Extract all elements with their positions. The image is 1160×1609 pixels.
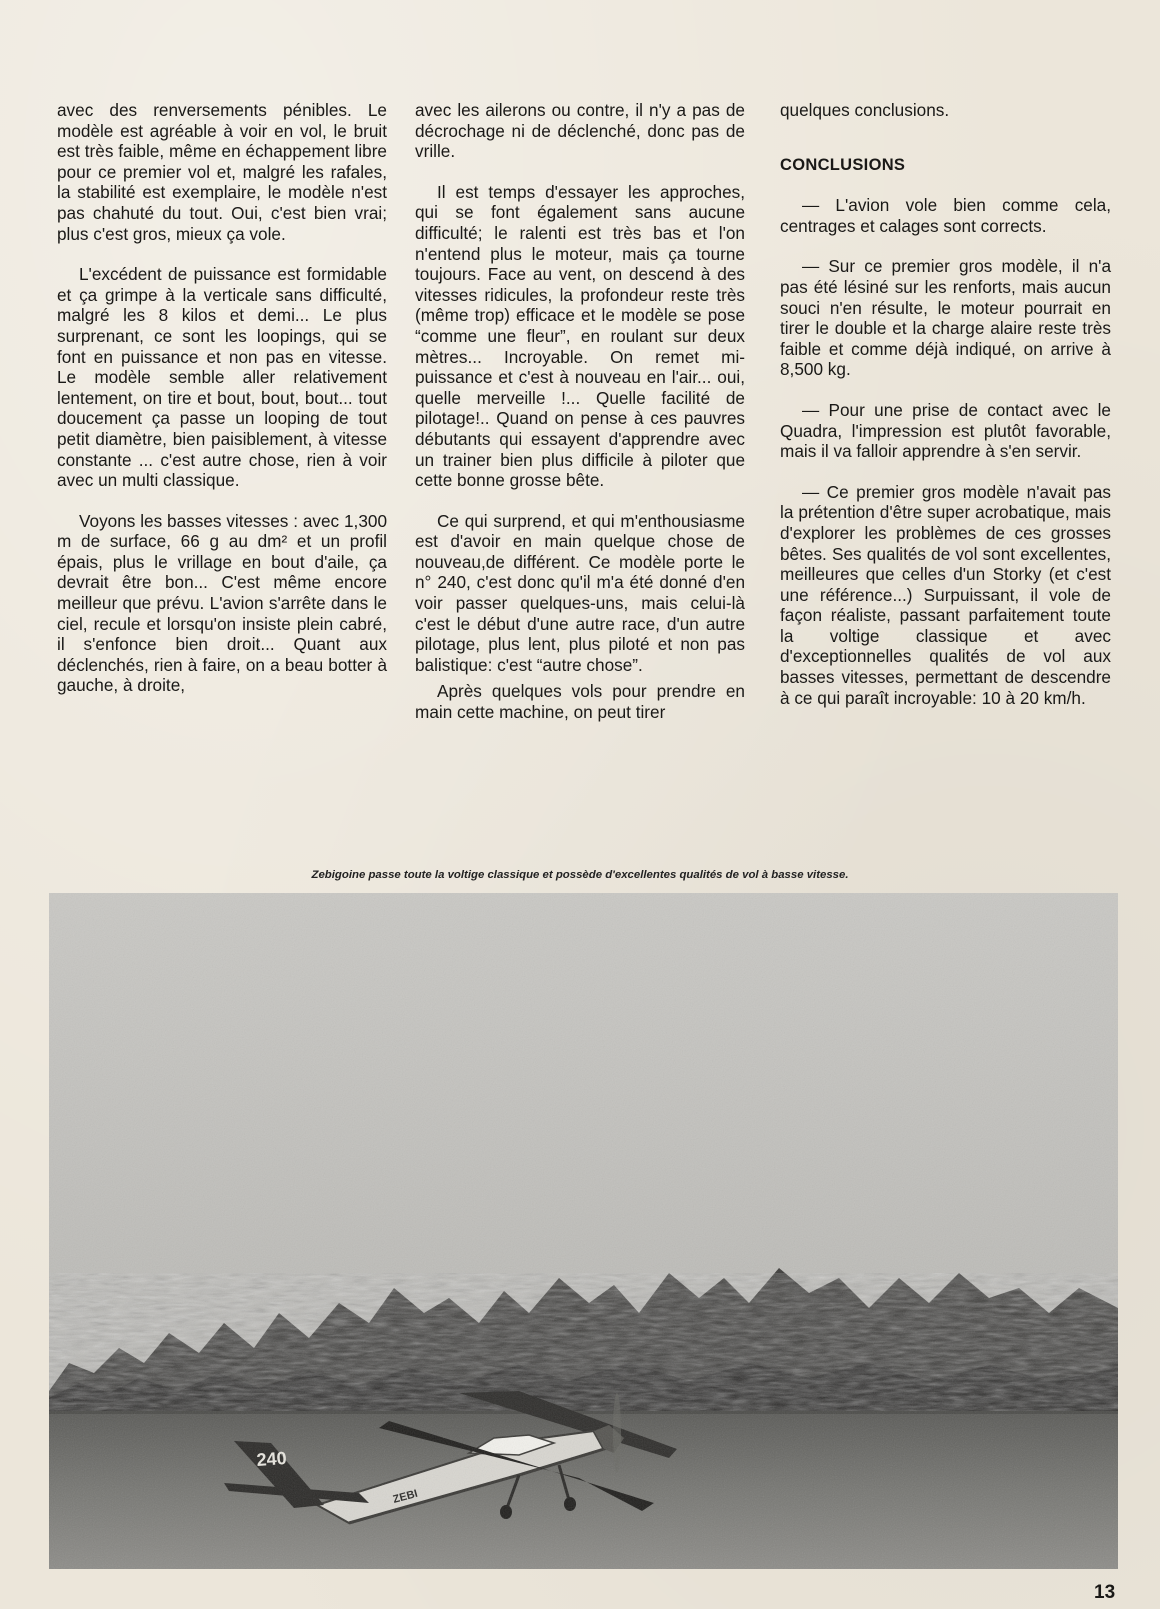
section-heading-conclusions: CONCLUSIONS <box>780 155 906 174</box>
paragraph: — Sur ce premier gros modèle, il n'a pas été lésiné sur les renforts, mais aucun souci n'en résulte, le moteur pourrait en tirer le double et la charge alaire reste très faible et comme déjà indiqué, on arrive à 8,500 kg. <box>780 256 1111 380</box>
article-column-2 <box>415 100 745 723</box>
paragraph: Après quelques vols pour prendre en main cette machine, on peut tirer <box>415 681 745 723</box>
photo-caption: Zebigoine passe toute la voltige classique et possède d'excellentes qualités de vol à basse vitesse. <box>311 869 849 881</box>
paragraph: Voyons les basses vitesses : avec 1,300 m de surface, 66 g au dm² et un profil épais, plus le vrillage en bout d'aile, ça devrait être bon... C'est même encore meilleur que prévu. L'avion s'arrête dans le ciel, recule et lorsqu'on insiste plein cabré, il s'enfonce bien droit... Quant aux déclenchés, rien à faire, on a beau botter à gauche, à droite, <box>57 510 387 696</box>
page-number: 13 <box>1094 1582 1116 1603</box>
paragraph: — L'avion vole bien comme cela, centrages et calages sont corrects. <box>780 195 1111 236</box>
paragraph: — Pour une prise de contact avec le Quadra, l'impression est plutôt favorable, mais il va falloir apprendre à s'en servir. <box>780 399 1111 462</box>
airplane-photo <box>49 893 1118 1569</box>
paragraph: Il est temps d'essayer les approches, qui se font également sans aucune difficulté; le ralenti est très bas et l'on n'entend plus le moteur, mais ça tourne toujours. Face au vent, on descend à des vitesses ridicules, la profondeur reste très (même trop) efficace et le modèle se pose “comme une fleur”, en roulant sur deux mètres... Incroyable. On remet mi-puissance et c'est à nouveau en l'air... oui, quelle merveille !... Quelle facilité de pilotage!.. Quand on pense à ces pauvres débutants qui essayent d'apprendre avec un trainer bien plus difficile à piloter que cette bonne grosse bête. <box>415 181 745 491</box>
paragraph: avec des renversements pénibles. Le modèle est agréable à voir en vol, le bruit est très faible, même en échappement libre pour ce premier vol et, malgré les rafales, la stabilité est exemplaire, le modèle n'est pas chahuté du tout. Oui, c'est bien vrai; plus c'est gros, mieux ça vole. <box>57 100 387 244</box>
article-column-1 <box>57 100 387 696</box>
paragraph: Ce qui surprend, et qui m'enthousiasme est d'avoir en main quelque chose de nouveau,de différent. Ce modèle porte le n° 240, c'est donc qu'il m'a été donné d'en voir passer quelques-uns, mais celui-là c'est le début d'une autre race, d'un autre pilotage, plus lent, plus piloté et non pas balistique: c'est “autre chose”. <box>415 510 745 675</box>
paragraph: L'excédent de puissance est formidable et ça grimpe à la verticale sans difficulté, malgré les 8 kilos et demi... Le plus surprenant, ce sont les loopings, qui se font en puissance et non pas en vitesse. Le modèle semble aller relativement lentement, on tire et bout, bout, bout... tout doucement ça passe un looping de tout petit diamètre, bien paisiblement, à vitesse constante ... c'est autre chose, rien à voir avec un multi classique. <box>57 264 387 491</box>
paragraph: — Ce premier gros modèle n'avait pas la prétention d'être super acrobatique, mais d'explorer les problèmes de ces grosses bêtes. Ses qualités de vol sont excellentes, meilleures que celles d'un Storky (et c'est une référence...) Surpuissant, il vole de façon réaliste, passant parfaitement toute la voltige classique et avec d'exceptionnelles qualités de vol aux basses vitesses, permettant de descendre à ce qui paraît incroyable: 10 à 20 km/h. <box>780 481 1111 708</box>
paragraph: avec les ailerons ou contre, il n'y a pas de décrochage ni de déclenché, donc pas de vrille. <box>415 100 745 162</box>
paragraph: quelques conclusions. <box>780 100 950 120</box>
article-column-3 <box>780 100 1111 708</box>
